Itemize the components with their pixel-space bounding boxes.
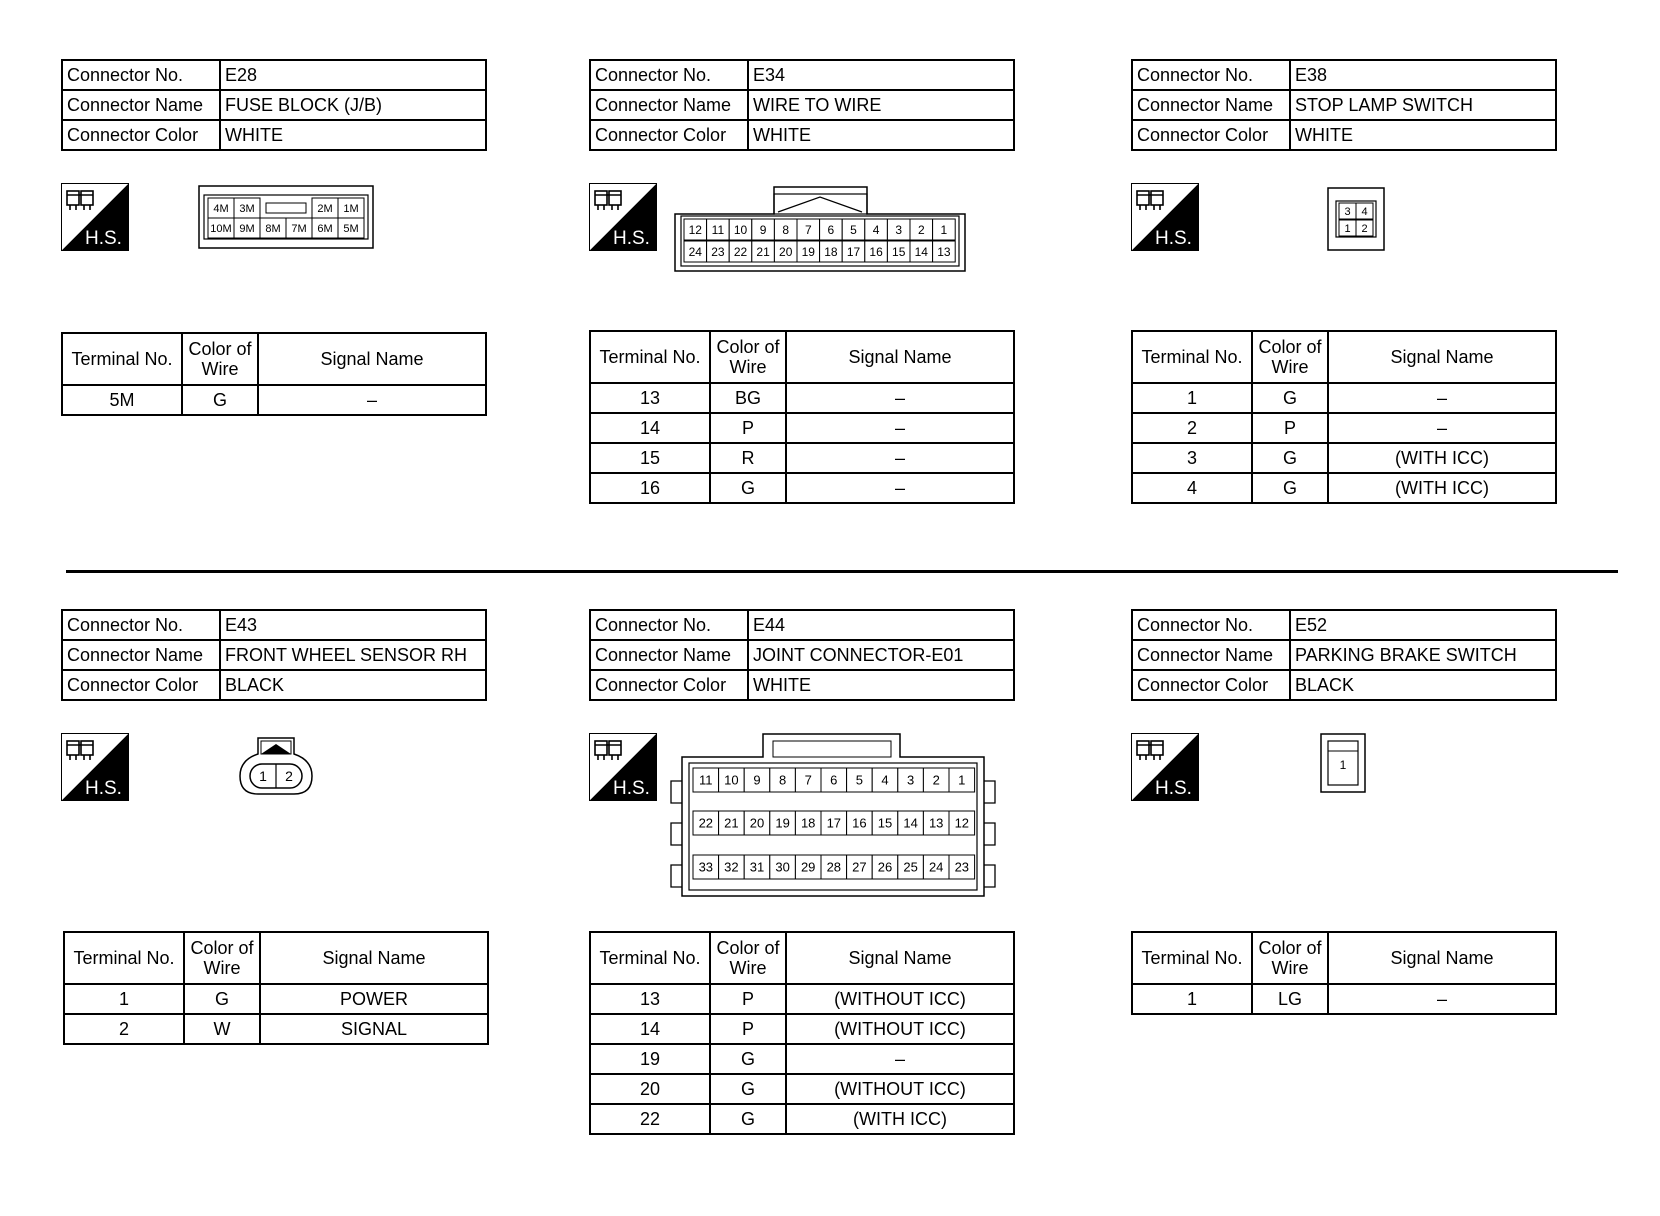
terminal-no-cell: 22 bbox=[590, 1104, 710, 1134]
connector-no-label: Connector No. bbox=[590, 60, 748, 90]
pin-label: 23 bbox=[711, 244, 725, 259]
harness-side-icon bbox=[589, 183, 657, 251]
pin-label: 3 bbox=[906, 772, 915, 788]
wire-color-cell: G bbox=[182, 385, 258, 415]
terminal-no-cell: 16 bbox=[590, 473, 710, 503]
wire-color-header: Color of Wire bbox=[710, 932, 786, 984]
signal-name-cell: – bbox=[786, 443, 1014, 473]
pin-label: 13 bbox=[937, 244, 951, 259]
hs-label: H.S. bbox=[613, 778, 650, 799]
pin-label: 22 bbox=[733, 244, 748, 259]
signal-name-cell: – bbox=[786, 383, 1014, 413]
connector-info-table bbox=[61, 59, 487, 151]
terminal-row bbox=[1132, 473, 1556, 503]
connector-no-label: Connector No. bbox=[590, 610, 748, 640]
terminal-table-e34 bbox=[589, 330, 1015, 504]
connector-name-label: Connector Name bbox=[590, 90, 748, 120]
pin-label: 25 bbox=[903, 859, 918, 875]
pin-label: 7 bbox=[804, 222, 812, 237]
harness-side-icon bbox=[61, 183, 129, 251]
pin-label: 1 bbox=[940, 222, 948, 237]
pin-label: 3 bbox=[1344, 205, 1351, 218]
connector-name-value: WIRE TO WIRE bbox=[748, 90, 1014, 120]
pin-label: 11 bbox=[699, 772, 713, 788]
signal-name-cell: – bbox=[258, 385, 486, 415]
wire-color-cell: P bbox=[710, 413, 786, 443]
connector-color-value: WHITE bbox=[220, 120, 486, 150]
pin-label: 2M bbox=[317, 202, 333, 215]
connector-e52-diagram bbox=[1320, 733, 1366, 798]
connector-block-e28 bbox=[61, 59, 487, 151]
wire-color-cell: G bbox=[1252, 383, 1328, 413]
connector-name-value: JOINT CONNECTOR-E01 bbox=[748, 640, 1014, 670]
wire-color-header: Color of Wire bbox=[1252, 331, 1328, 383]
terminal-table-e44 bbox=[589, 931, 1015, 1135]
connector-block-e44 bbox=[589, 609, 1015, 701]
wire-color-cell: G bbox=[710, 473, 786, 503]
signal-name-cell: – bbox=[786, 1044, 1014, 1074]
connector-info-table bbox=[1131, 59, 1557, 151]
pin-label: 4 bbox=[872, 222, 880, 237]
pin-label: 19 bbox=[775, 815, 790, 831]
pin-label: 1M bbox=[343, 202, 359, 215]
wire-color-cell: P bbox=[1252, 413, 1328, 443]
terminal-no-cell: 5M bbox=[62, 385, 182, 415]
terminal-no-cell: 20 bbox=[590, 1074, 710, 1104]
pin-label: 2 bbox=[917, 222, 925, 237]
terminal-no-header: Terminal No. bbox=[64, 932, 184, 984]
pin-label: 10 bbox=[724, 772, 739, 788]
pin-label: 4 bbox=[881, 772, 889, 788]
connector-color-value: WHITE bbox=[748, 120, 1014, 150]
hs-label: H.S. bbox=[85, 778, 122, 799]
pin-label: 20 bbox=[749, 815, 765, 831]
pin-label: 8 bbox=[778, 772, 787, 788]
terminal-row bbox=[1132, 413, 1556, 443]
pin-label: 20 bbox=[779, 244, 793, 259]
hs-label: H.S. bbox=[85, 228, 122, 249]
connector-no-value: E43 bbox=[220, 610, 486, 640]
harness-side-icon bbox=[1131, 183, 1199, 251]
terminal-no-cell: 13 bbox=[590, 383, 710, 413]
pin-label: 30 bbox=[775, 859, 790, 875]
wire-color-cell: G bbox=[184, 984, 260, 1014]
connector-block-e43 bbox=[61, 609, 487, 701]
connector-no-value: E38 bbox=[1290, 60, 1556, 90]
pin-label: 6 bbox=[827, 222, 835, 237]
pin-label: 11 bbox=[711, 222, 725, 237]
terminal-table-e38 bbox=[1131, 330, 1557, 504]
connector-info-table bbox=[1131, 609, 1557, 701]
pin-label: 32 bbox=[724, 859, 739, 875]
connector-info-table bbox=[589, 59, 1015, 151]
connector-e34-diagram bbox=[674, 186, 966, 277]
connector-name-value: STOP LAMP SWITCH bbox=[1290, 90, 1556, 120]
terminal-no-cell: 2 bbox=[1132, 413, 1252, 443]
connector-color-value: BLACK bbox=[220, 670, 486, 700]
pin-label: 22 bbox=[698, 815, 714, 831]
connector-color-label: Connector Color bbox=[62, 670, 220, 700]
terminal-row bbox=[590, 984, 1014, 1014]
wire-color-cell: G bbox=[710, 1074, 786, 1104]
terminal-row bbox=[1132, 383, 1556, 413]
connector-name-value: FUSE BLOCK (J/B) bbox=[220, 90, 486, 120]
terminal-row bbox=[590, 1014, 1014, 1044]
terminal-no-cell: 3 bbox=[1132, 443, 1252, 473]
pin-label: 27 bbox=[852, 859, 867, 875]
pin-label: 31 bbox=[749, 859, 765, 875]
pin-label: 21 bbox=[724, 815, 739, 831]
pin-label: 24 bbox=[928, 859, 944, 875]
signal-name-cell: – bbox=[1328, 413, 1556, 443]
terminal-row bbox=[590, 383, 1014, 413]
terminal-table-e43 bbox=[63, 931, 489, 1045]
harness-side-icon bbox=[61, 733, 129, 801]
connector-color-label: Connector Color bbox=[1132, 670, 1290, 700]
terminal-no-cell: 2 bbox=[64, 1014, 184, 1044]
pin-label: 19 bbox=[801, 244, 815, 259]
pin-label: 5 bbox=[850, 222, 857, 237]
pin-label: 33 bbox=[698, 859, 714, 875]
connector-no-value: E44 bbox=[748, 610, 1014, 640]
pin-label: 4 bbox=[1361, 205, 1368, 218]
connector-no-label: Connector No. bbox=[1132, 610, 1290, 640]
pin-label: 14 bbox=[914, 244, 928, 259]
signal-name-cell: – bbox=[786, 473, 1014, 503]
hs-label: H.S. bbox=[1155, 778, 1192, 799]
signal-name-cell: – bbox=[1328, 984, 1556, 1014]
pin-label: 7M bbox=[291, 222, 307, 235]
connector-e43-diagram bbox=[236, 732, 316, 803]
wire-color-cell: G bbox=[1252, 443, 1328, 473]
connector-color-value: WHITE bbox=[1290, 120, 1556, 150]
connector-e38-diagram bbox=[1327, 187, 1385, 256]
key-slot bbox=[266, 203, 306, 213]
connector-name-label: Connector Name bbox=[590, 640, 748, 670]
terminal-no-cell: 1 bbox=[1132, 984, 1252, 1014]
terminal-no-header: Terminal No. bbox=[1132, 331, 1252, 383]
terminal-row bbox=[590, 443, 1014, 473]
connector-color-value: BLACK bbox=[1290, 670, 1556, 700]
pin-label: 29 bbox=[800, 859, 816, 875]
pin-label: 18 bbox=[800, 815, 816, 831]
pin-label: 14 bbox=[903, 815, 918, 831]
section-divider bbox=[66, 570, 1618, 573]
pin-label: 4M bbox=[213, 202, 229, 215]
pin-label: 16 bbox=[852, 815, 867, 831]
connector-color-label: Connector Color bbox=[590, 670, 748, 700]
signal-name-header: Signal Name bbox=[786, 331, 1014, 383]
pin-label: 2 bbox=[932, 772, 940, 788]
pin-label: 23 bbox=[954, 859, 970, 875]
pin-label: 5 bbox=[855, 772, 864, 788]
pin-label: 9 bbox=[753, 772, 761, 788]
terminal-no-header: Terminal No. bbox=[590, 331, 710, 383]
terminal-row bbox=[590, 1074, 1014, 1104]
signal-name-header: Signal Name bbox=[260, 932, 488, 984]
pin-label: 26 bbox=[877, 859, 893, 875]
signal-name-cell: – bbox=[786, 413, 1014, 443]
pin-label: 17 bbox=[846, 244, 861, 259]
pin-label: 1 bbox=[1339, 758, 1347, 772]
pin-label: 15 bbox=[877, 815, 893, 831]
pin-label: 7 bbox=[804, 772, 812, 788]
wire-color-header: Color of Wire bbox=[710, 331, 786, 383]
connector-no-label: Connector No. bbox=[62, 610, 220, 640]
pin-label: 10 bbox=[733, 222, 748, 237]
signal-name-cell: (WITH ICC) bbox=[1328, 473, 1556, 503]
pin-label: 6 bbox=[830, 772, 838, 788]
connector-name-value: PARKING BRAKE SWITCH bbox=[1290, 640, 1556, 670]
pin-label: 8 bbox=[782, 222, 790, 237]
signal-name-header: Signal Name bbox=[1328, 932, 1556, 984]
connector-no-value: E52 bbox=[1290, 610, 1556, 640]
wire-color-header: Color of Wire bbox=[1252, 932, 1328, 984]
wire-color-cell: W bbox=[184, 1014, 260, 1044]
connector-color-label: Connector Color bbox=[590, 120, 748, 150]
terminal-row bbox=[590, 1104, 1014, 1134]
pin-label: 9 bbox=[759, 222, 767, 237]
connector-name-label: Connector Name bbox=[1132, 90, 1290, 120]
signal-name-cell: SIGNAL bbox=[260, 1014, 488, 1044]
signal-name-header: Signal Name bbox=[786, 932, 1014, 984]
terminal-row bbox=[590, 473, 1014, 503]
connector-e44-diagram bbox=[668, 731, 998, 902]
pin-label: 2 bbox=[285, 768, 293, 784]
connector-color-label: Connector Color bbox=[62, 120, 220, 150]
terminal-table-e52 bbox=[1131, 931, 1557, 1015]
signal-name-cell: POWER bbox=[260, 984, 488, 1014]
wire-color-cell: G bbox=[710, 1104, 786, 1134]
pin-label: 21 bbox=[756, 244, 770, 259]
pin-label: 2 bbox=[1361, 222, 1368, 235]
pin-label: 5M bbox=[343, 222, 359, 235]
connector-block-e34 bbox=[589, 59, 1015, 151]
terminal-table-e28 bbox=[61, 332, 487, 416]
terminal-no-cell: 13 bbox=[590, 984, 710, 1014]
terminal-no-cell: 4 bbox=[1132, 473, 1252, 503]
terminal-no-cell: 15 bbox=[590, 443, 710, 473]
connector-e28-diagram bbox=[198, 185, 374, 254]
pin-label: 1 bbox=[259, 768, 267, 784]
terminal-row bbox=[1132, 984, 1556, 1014]
pin-label: 12 bbox=[954, 815, 970, 831]
pin-label: 18 bbox=[824, 244, 838, 259]
connector-no-label: Connector No. bbox=[62, 60, 220, 90]
pin-label: 1 bbox=[958, 772, 966, 788]
pin-label: 15 bbox=[892, 244, 906, 259]
wire-color-cell: R bbox=[710, 443, 786, 473]
pin-label: 17 bbox=[826, 815, 842, 831]
pin-label: 3M bbox=[239, 202, 255, 215]
terminal-no-cell: 1 bbox=[1132, 383, 1252, 413]
terminal-no-cell: 14 bbox=[590, 413, 710, 443]
pin-label: 12 bbox=[688, 222, 702, 237]
pin-label: 6M bbox=[317, 222, 333, 235]
terminal-no-cell: 19 bbox=[590, 1044, 710, 1074]
wire-color-cell: G bbox=[1252, 473, 1328, 503]
hs-label: H.S. bbox=[613, 228, 650, 249]
pin-label: 1 bbox=[1344, 222, 1351, 235]
wire-color-cell: BG bbox=[710, 383, 786, 413]
signal-name-header: Signal Name bbox=[1328, 331, 1556, 383]
harness-side-icon bbox=[1131, 733, 1199, 801]
connector-name-label: Connector Name bbox=[62, 90, 220, 120]
connector-color-label: Connector Color bbox=[1132, 120, 1290, 150]
pin-label: 8M bbox=[265, 222, 281, 235]
wire-color-cell: P bbox=[710, 984, 786, 1014]
pin-label: 24 bbox=[688, 244, 702, 259]
wire-color-cell: G bbox=[710, 1044, 786, 1074]
terminal-no-cell: 14 bbox=[590, 1014, 710, 1044]
terminal-row bbox=[64, 1014, 488, 1044]
connector-info-table bbox=[589, 609, 1015, 701]
terminal-row bbox=[1132, 443, 1556, 473]
terminal-row bbox=[590, 413, 1014, 443]
signal-name-cell: (WITH ICC) bbox=[786, 1104, 1014, 1134]
connector-block-e38 bbox=[1131, 59, 1557, 151]
connector-no-label: Connector No. bbox=[1132, 60, 1290, 90]
wire-color-header: Color of Wire bbox=[184, 932, 260, 984]
pin-label: 28 bbox=[826, 859, 842, 875]
terminal-no-header: Terminal No. bbox=[62, 333, 182, 385]
signal-name-cell: – bbox=[1328, 383, 1556, 413]
signal-name-cell: (WITHOUT ICC) bbox=[786, 984, 1014, 1014]
terminal-row bbox=[590, 1044, 1014, 1074]
connector-block-e52 bbox=[1131, 609, 1557, 701]
signal-name-cell: (WITHOUT ICC) bbox=[786, 1074, 1014, 1104]
terminal-row bbox=[64, 984, 488, 1014]
connector-name-value: FRONT WHEEL SENSOR RH bbox=[220, 640, 486, 670]
signal-name-cell: (WITHOUT ICC) bbox=[786, 1014, 1014, 1044]
pin-label: 9M bbox=[239, 222, 255, 235]
terminal-no-cell: 1 bbox=[64, 984, 184, 1014]
harness-side-icon bbox=[589, 733, 657, 801]
connector-color-value: WHITE bbox=[748, 670, 1014, 700]
signal-name-header: Signal Name bbox=[258, 333, 486, 385]
wire-color-cell: LG bbox=[1252, 984, 1328, 1014]
signal-name-cell: (WITH ICC) bbox=[1328, 443, 1556, 473]
terminal-no-header: Terminal No. bbox=[590, 932, 710, 984]
wire-color-cell: P bbox=[710, 1014, 786, 1044]
pin-label: 16 bbox=[869, 244, 883, 259]
connector-name-label: Connector Name bbox=[1132, 640, 1290, 670]
connector-name-label: Connector Name bbox=[62, 640, 220, 670]
terminal-row bbox=[62, 385, 486, 415]
connector-no-value: E28 bbox=[220, 60, 486, 90]
connector-no-value: E34 bbox=[748, 60, 1014, 90]
pin-label: 13 bbox=[928, 815, 944, 831]
connector-info-table bbox=[61, 609, 487, 701]
wire-color-header: Color of Wire bbox=[182, 333, 258, 385]
hs-label: H.S. bbox=[1155, 228, 1192, 249]
terminal-no-header: Terminal No. bbox=[1132, 932, 1252, 984]
pin-label: 3 bbox=[895, 222, 903, 237]
pin-label: 10M bbox=[210, 222, 232, 235]
